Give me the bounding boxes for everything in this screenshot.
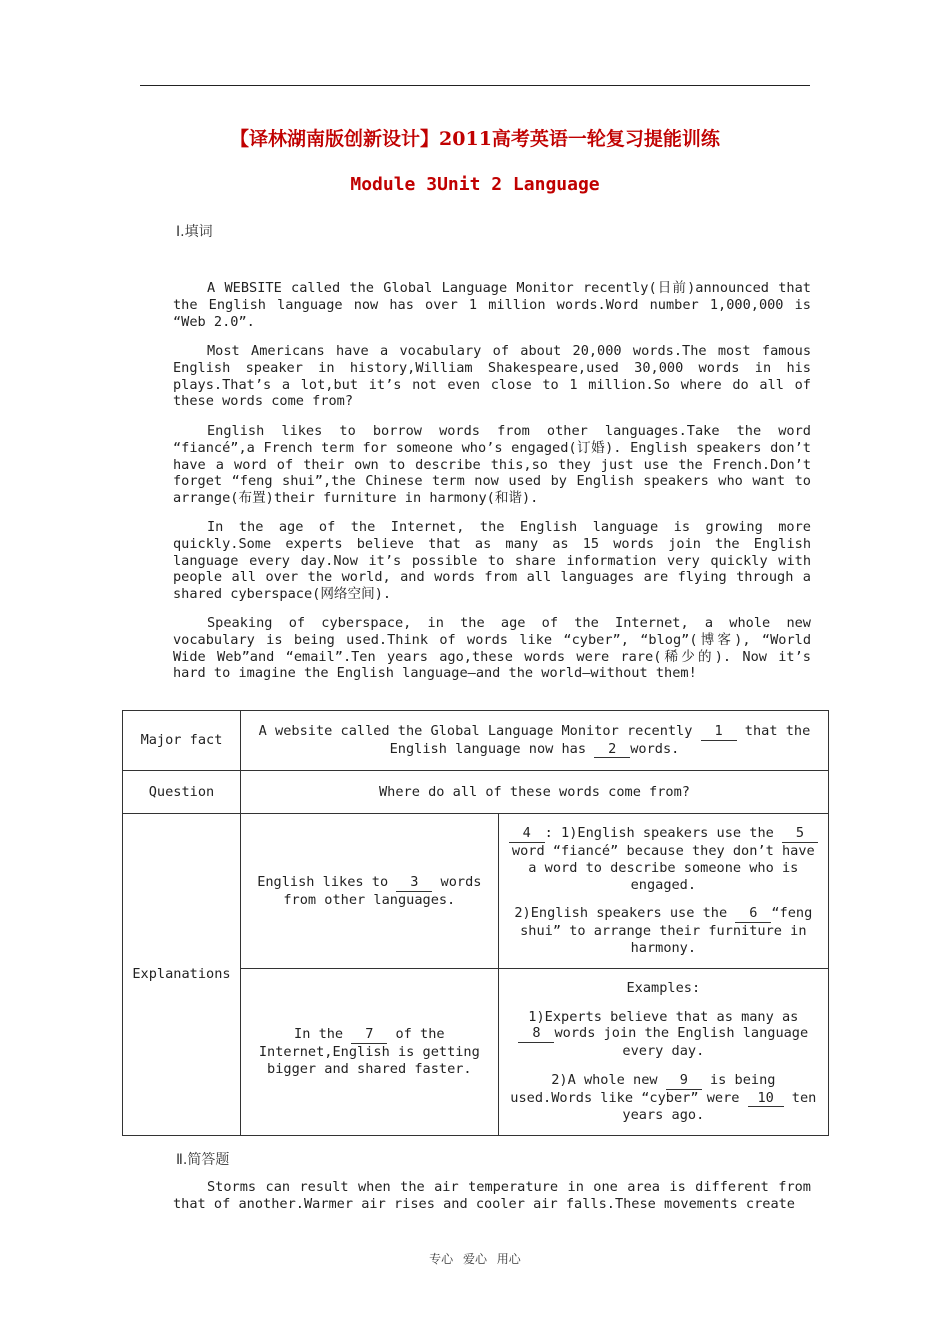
blank-1[interactable]: 1 [701, 723, 737, 741]
borrow-text-2: words from other languages. [283, 873, 482, 908]
header-rule [140, 85, 810, 86]
borrow-cell [240, 814, 498, 969]
example-1-text: 1)Experts believe that as many as [528, 1008, 799, 1025]
example-2-text-2: is being used.Words like “cyber” were [510, 1071, 776, 1106]
row-label-explanations: Explanations [123, 814, 241, 1136]
blank-2[interactable]: 2 [594, 741, 630, 759]
blank-10[interactable]: 10 [748, 1090, 784, 1108]
examples-cell [498, 969, 828, 1136]
example-1 [507, 1009, 820, 1060]
blank-7[interactable]: 7 [351, 1026, 387, 1044]
passage-paragraph-5: Speaking of cyberspace, in the age of the Internet, a whole new vocabulary is being used.Think of words like “cyber”, “blog”(博客), “World Wide Web”and “email”.Ten years ago,these words were rare(稀少的). Now it’s hard to imagine the English language—and the world—without them! [173, 615, 811, 682]
example-2-text: 2)A whole new [551, 1071, 666, 1088]
summary-table [122, 710, 829, 1136]
table-row-question [123, 771, 829, 814]
fiance-text-2: word “fiancé” because they don’t have a word to describe someone who is engaged. [511, 843, 815, 893]
age-cell [240, 969, 498, 1136]
row-label-question: Question [123, 771, 241, 814]
blank-8[interactable]: 8 [518, 1025, 554, 1043]
blank-4[interactable]: 4 [509, 825, 545, 843]
section1-heading: Ⅰ.填词 [176, 224, 213, 240]
example-2 [507, 1072, 820, 1124]
table-row-major-fact [123, 711, 829, 771]
blank-5[interactable]: 5 [782, 825, 818, 843]
major-fact-cell [240, 711, 828, 771]
age-text: In the [294, 1026, 352, 1043]
example-1-text-2: words join the English language every day. [554, 1025, 809, 1060]
passage-paragraph-3: English likes to borrow words from other languages.Take the word “fiancé”,a French term for someone who’s engaged(订婚). English speakers don’t have a word of their own to describe this,so they just use the French.Don’t forget “feng shui”,the Chinese term now used by English speakers who want to arrange(布置)their furniture in harmony(和谐). [173, 423, 811, 507]
fengshui-explanation [507, 905, 820, 956]
major-fact-text-3: words. [630, 740, 680, 757]
row-label-major-fact: Major fact [123, 711, 241, 771]
blank-6[interactable]: 6 [735, 905, 771, 923]
fengshui-text-2: “feng shui” to arrange their furniture in harmony. [520, 905, 813, 956]
blank-9[interactable]: 9 [666, 1072, 702, 1090]
page-footer: 专心 爱心 用心 [429, 1252, 521, 1266]
passage-paragraph-1: A WEBSITE called the Global Language Monitor recently(日前)announced that the English language now has over 1 million words.Word number 1,000,000 is “Web 2.0”. [173, 280, 811, 330]
blank-3[interactable]: 3 [396, 874, 432, 892]
section2-heading: Ⅱ.简答题 [176, 1152, 230, 1168]
age-text-2: of the Internet,English is getting bigger and shared faster. [258, 1026, 480, 1077]
question-cell: Where do all of these words come from? [240, 771, 828, 814]
example-2-text-3: ten years ago. [622, 1089, 817, 1124]
examples-label: Examples: [626, 979, 701, 996]
fiance-explanation [507, 825, 820, 893]
page-title-cn: 【译林湖南版创新设计】2011高考英语一轮复习提能训练 [230, 128, 720, 150]
borrow-text: English likes to [257, 873, 397, 890]
fiance-text: : 1)English speakers use the [544, 825, 782, 842]
page-title-en: Module 3Unit 2 Language [350, 174, 600, 195]
passage-paragraph-4: In the age of the Internet, the English language is growing more quickly.Some experts believe that as many as 15 words join the English language every day.Now it’s possible to share information very quickly with people all over the world, and words from all languages are flying through a shared cyberspace(网络空间). [173, 519, 811, 603]
fengshui-text: 2)English speakers use the [514, 905, 736, 922]
major-fact-text: A website called the Global Language Monitor recently [258, 722, 701, 739]
passage-paragraph-2: Most Americans have a vocabulary of about 20,000 words.The most famous English speaker in history,William Shakespeare,used 30,000 words in his plays.That’s a lot,but it’s not even close to 1 million.So where do all of these words come from? [173, 343, 811, 410]
table-row-explanations-1 [123, 814, 829, 969]
major-fact-text-2: that the English language now has [389, 722, 811, 757]
section2-paragraph: Storms can result when the air temperature in one area is different from that of another.Warmer air rises and cooler air falls.These movements create [173, 1179, 811, 1212]
fiance-fengshui-cell [498, 814, 828, 969]
